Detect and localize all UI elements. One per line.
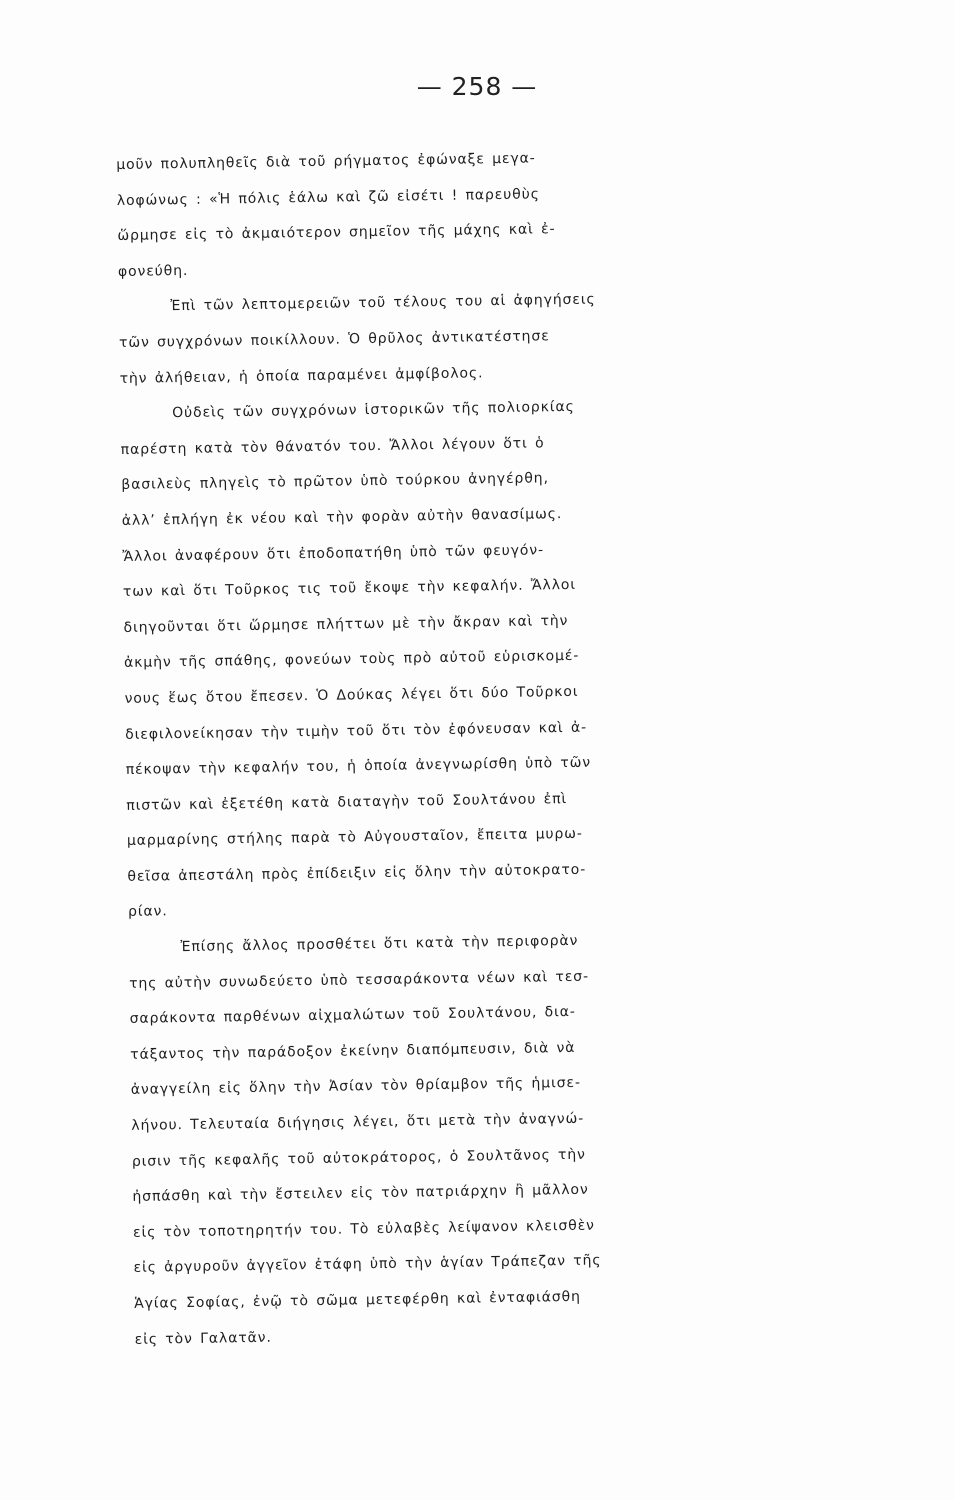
text-line: εἰς τὸν τοποτηρητήν του. Τὸ εὐλαβὲς λείψανον κλεισθὲν <box>132 1217 595 1241</box>
text-line: πέκοψαν τὴν κεφαλήν του, ἡ ὁποία ἀνεγνωρίσθη ὑπὸ τῶν <box>125 754 592 779</box>
text-line: ὥρμησε εἰς τὸ ἀκμαιότερον σημεῖον τῆς μάχης καὶ ἐ- <box>117 221 556 245</box>
text-line: μοῦν πολυπληθεῖς διὰ τοῦ ρήγματος ἐφώναξε μεγα- <box>116 150 536 173</box>
text-line: της αὐτὴν συνωδεύετο ὑπὸ τεσσαράκοντα νέων καὶ τεσ- <box>129 968 590 992</box>
text-line: τῶν συγχρόνων ποικίλλουν. Ὁ θρῦλος ἀντικατέστησε <box>118 328 550 351</box>
text-line: Ἄλλοι ἀναφέρουν ὅτι ἐποδοπατήθη ὑπὸ τῶν φευγόν- <box>122 541 545 565</box>
text-line: σαράκοντα παρθένων αἰχμαλώτων τοῦ Σουλτάνου, δια- <box>129 1004 576 1028</box>
text-line: βασιλεὺς πληγεὶς τὸ πρῶτον ὑπὸ τούρκου ἀνηγέρθη, <box>121 470 550 494</box>
text-line: τάξαντος τὴν παράδοξον ἐκείνην διαπόμπευσιν, διὰ νὰ <box>130 1039 576 1063</box>
text-line: Οὐδεὶς τῶν συγχρόνων ἱστορικῶν τῆς πολιορκίας <box>172 398 575 422</box>
text-line: λοφώνως : «Ἡ πόλις ἑάλω καὶ ζῶ εἰσέτι ! παρευθὺς <box>116 185 540 209</box>
text-line: εἰς ἀργυροῦν ἀγγεῖον ἐτάφη ὑπὸ τὴν ἁγίαν Τράπεζαν τῆς <box>133 1252 602 1277</box>
text-line: διηγοῦνται ὅτι ὥρμησε πλήττων μὲ τὴν ἄκραν καὶ τὴν <box>123 612 569 636</box>
text-line: φονεύθη. <box>117 262 189 280</box>
text-line: εἰς τὸν Γαλατᾶν. <box>134 1329 272 1348</box>
text-line: Ἐπίσης ἄλλος προσθέτει ὅτι κατὰ τὴν περιφορὰν <box>180 932 579 956</box>
text-line: ρισιν τῆς κεφαλῆς τοῦ αὐτοκράτορος, ὁ Σουλτᾶνος τὴν <box>131 1146 586 1170</box>
text-line: νους ἕως ὅτου ἔπεσεν. Ὁ Δούκας λέγει ὅτι δύο Τοῦρκοι <box>124 683 579 707</box>
text-line: θεῖσα ἀπεστάλη πρὸς ἐπίδειξιν εἰς ὅλην τὴν αὐτοκρατο- <box>127 861 587 885</box>
text-line: παρέστη κατὰ τὸν θάνατόν του. Ἄλλοι λέγουν ὅτι ὁ <box>120 435 545 458</box>
text-line: Ἁγίας Σοφίας, ἐνῷ τὸ σῶμα μετεφέρθη καὶ ἐνταφιάσθη <box>134 1288 581 1312</box>
text-line: διεφιλονείκησαν τὴν τιμὴν τοῦ ὅτι τὸν ἐφόνευσαν καὶ ἀ- <box>125 719 588 743</box>
text-line: των καὶ ὅτι Τοῦρκος τις τοῦ ἔκοψε τὴν κεφαλήν. Ἄλλοι <box>122 576 577 601</box>
text-line: Ἐπὶ τῶν λεπτομερειῶν τοῦ τέλους του αἱ ἀφηγήσεις <box>170 291 596 315</box>
text-line: ἀκμὴν τῆς σπάθης, φονεύων τοὺς πρὸ αὐτοῦ εὑρισκομέ- <box>123 648 580 672</box>
body-text <box>116 135 935 1358</box>
page-number: — 258 — <box>416 72 538 101</box>
text-line: ἠσπάσθη καὶ τὴν ἔστειλεν εἰς τὸν πατριάρχην ἢ μᾶλλον <box>132 1181 589 1206</box>
text-line: ἀλλ’ ἐπλήγη ἐκ νέου καὶ τὴν φορὰν αὐτὴν θανασίμως. <box>121 505 563 529</box>
text-line: ρίαν. <box>127 903 168 921</box>
text-line: λήνου. Τελευταία διήγησις λέγει, ὅτι μετὰ τὴν ἀναγνώ- <box>131 1110 585 1134</box>
text-line: πιστῶν καὶ ἐξετέθη κατὰ διαταγὴν τοῦ Σουλτάνου ἐπὶ <box>126 790 568 814</box>
text-line: ἀναγγείλη εἰς ὅλην τὴν Ἀσίαν τὸν θρίαμβον τῆς ἡμισε- <box>130 1075 581 1099</box>
text-line: τὴν ἀλήθειαν, ἡ ὁποία παραμένει ἀμφίβολος. <box>119 364 484 387</box>
text-line: μαρμαρίνης στήλης παρὰ τὸ Αὐγουσταῖον, ἔπειτα μυρω- <box>126 826 583 850</box>
